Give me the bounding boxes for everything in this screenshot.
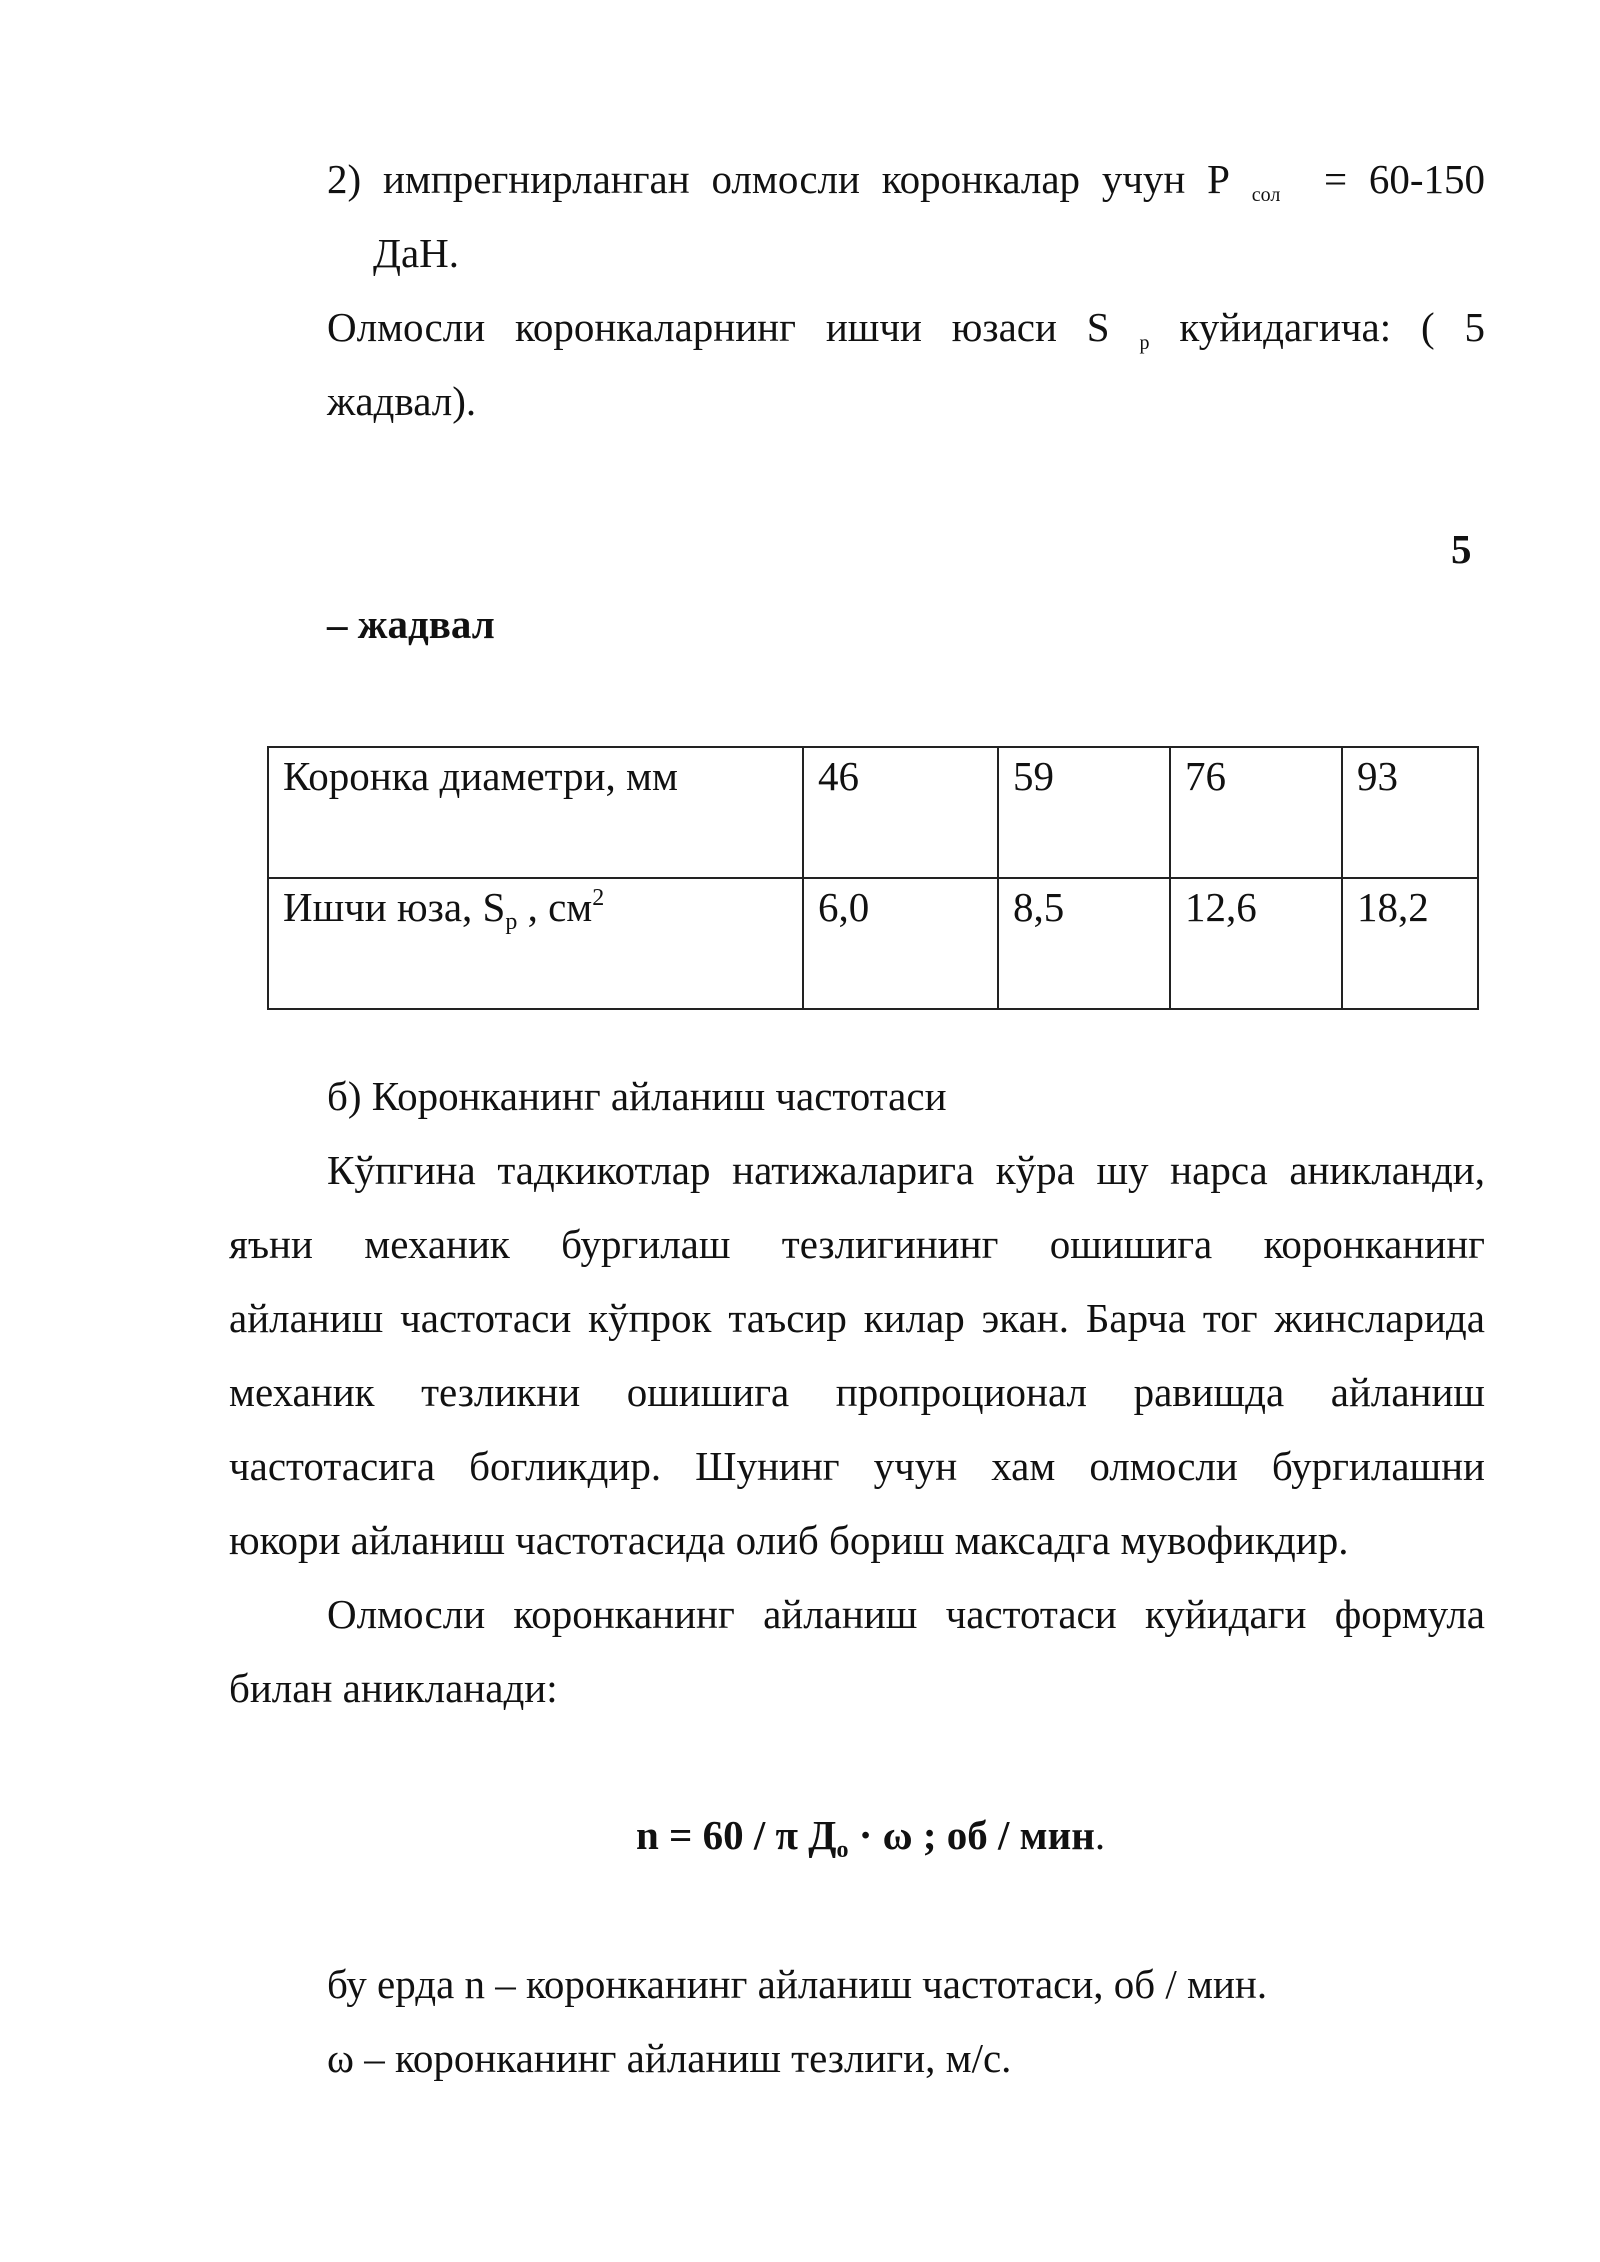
para1-line: юкори айланиш частотасида олиб бориш максадга мувофикдир. <box>229 1517 1349 1563</box>
table-cell: 18,2 <box>1342 878 1478 1009</box>
item-2-unit: ДаН. <box>373 230 460 276</box>
para1-line: механик тезликни ошишига пропроционал равишда айланиш <box>229 1369 1485 1415</box>
item-2-line <box>327 155 1485 206</box>
formula-right: · ω ; об / мин <box>848 1812 1095 1858</box>
para1-line: частотасига богликдир. Шунинг учун хам олмосли бургилашни <box>229 1443 1485 1489</box>
formula-subscript: о <box>836 1837 849 1863</box>
item-2-subscript: сол <box>1251 184 1281 206</box>
label-main: Ишчи юза, S <box>283 884 506 930</box>
item-2-prefix: 2) импрегнирланган олмосли коронкалар учун Р <box>327 156 1230 202</box>
table-row <box>268 747 1478 878</box>
item-2-value: = 60-150 <box>1323 156 1485 202</box>
table-cell-label: Коронка диаметри, мм <box>268 747 803 878</box>
surface-after: куйидагича: ( 5 <box>1179 304 1486 350</box>
table-row <box>268 878 1478 1009</box>
table-cell: 93 <box>1342 747 1478 878</box>
data-table <box>267 746 1479 1010</box>
formula <box>636 1811 1106 1863</box>
label-unit: , см <box>517 884 593 930</box>
table-cell: 6,0 <box>803 878 998 1009</box>
surface-line2: жадвал). <box>327 378 477 424</box>
para1-line: яъни механик бургилаш тезлигининг ошишига коронканинг <box>229 1221 1485 1267</box>
para1-line: Кўпгина тадкикотлар натижаларига кўра шу нарса аникланди, <box>327 1147 1485 1193</box>
para2-line: билан аникланади: <box>229 1665 558 1711</box>
table-caption: – жадвал <box>327 601 495 647</box>
para1-line: айланиш частотаси кўпрок таъсир килар экан. Барча тог жинсларида <box>229 1295 1485 1341</box>
label-subscript: р <box>505 909 518 935</box>
para2-line: Олмосли коронканинг айланиш частотаси куйидаги формула <box>327 1591 1485 1637</box>
table-cell: 46 <box>803 747 998 878</box>
table-cell: 59 <box>998 747 1170 878</box>
table-cell: 76 <box>1170 747 1342 878</box>
surface-line <box>327 303 1486 354</box>
table-number: 5 <box>1451 526 1472 572</box>
formula-left: n = 60 / π Д <box>636 1812 837 1858</box>
table-cell: 12,6 <box>1170 878 1342 1009</box>
surface-subscript: р <box>1139 332 1150 354</box>
section-heading: б) Коронканинг айланиш частотаси <box>327 1073 947 1119</box>
surface-text: Олмосли коронкаларнинг ишчи юзаси S <box>327 304 1110 350</box>
label-superscript: 2 <box>592 885 605 911</box>
formula-dot: . <box>1094 1812 1106 1858</box>
table-cell-label <box>268 878 803 1009</box>
definition-line: бу ерда n – коронканинг айланиш частотаси, об / мин. <box>327 1961 1268 2007</box>
table-cell: 8,5 <box>998 878 1170 1009</box>
definition-line: ω – коронканинг айланиш тезлиги, м/с. <box>327 2035 1012 2081</box>
